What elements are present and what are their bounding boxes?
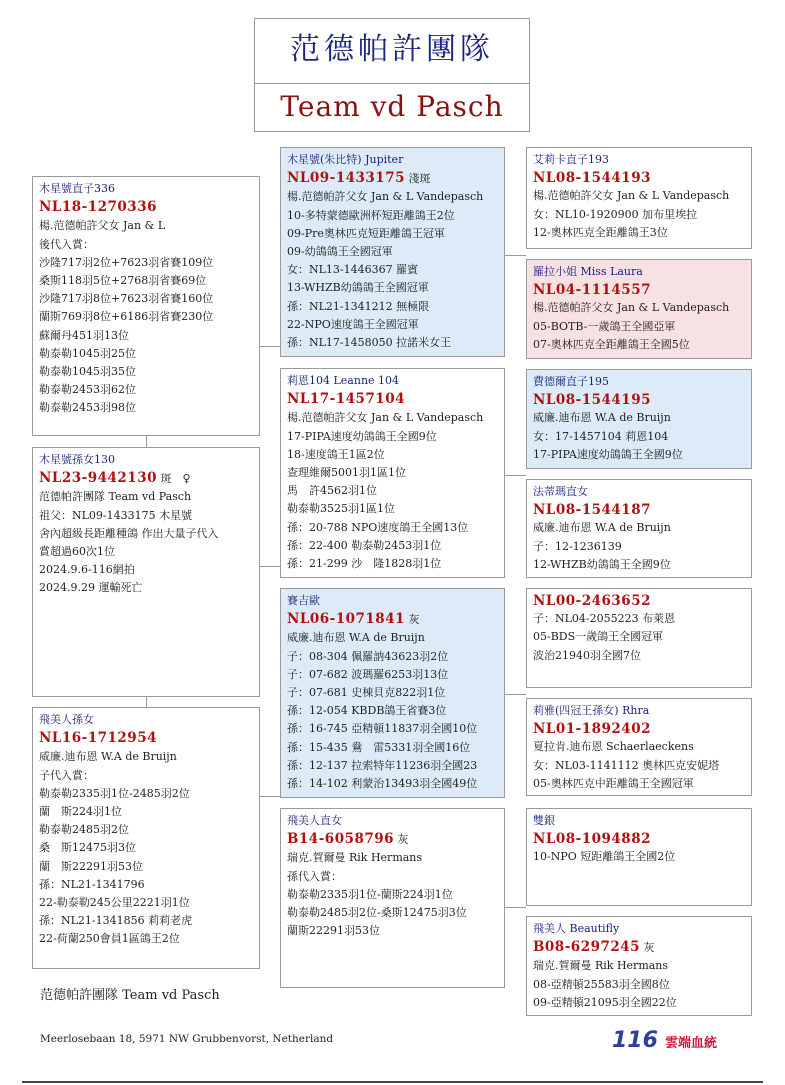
- detail-line: 馬 許4562羽1位: [287, 484, 377, 498]
- detail-line: 05-BOTB-一歲鴿王全國亞軍: [533, 319, 676, 333]
- title-box: [254, 18, 530, 132]
- title-chinese: 范德帕許團隊: [255, 19, 529, 84]
- detail-line: 蘭 斯22291羽53位: [39, 859, 143, 873]
- detail-line: 威廉.迪布恩 W.A de Bruijn: [287, 631, 425, 645]
- detail-line: 孫：NL17-1458050 拉諾米女王: [287, 336, 452, 350]
- pigeon-name: 莉雅(四冠王孫女) Rhra: [533, 704, 650, 717]
- detail-line: 2024.9.6-116網拍: [39, 563, 135, 577]
- ring-number: NL08-1544187: [533, 502, 651, 519]
- detail-line: 17-PIPA速度幼鴿鴿王全國9位: [287, 429, 437, 443]
- detail-line: 孫：NL21-1341856 莉莉老虎: [39, 914, 193, 928]
- connector-line: [505, 907, 526, 908]
- pigeon-name: 飛美人孫女: [39, 713, 94, 726]
- pedigree-box-dam-dam: [32, 707, 260, 969]
- pigeon-name: 莉恩104 Leanne 104: [287, 374, 400, 387]
- connector-line: [505, 694, 526, 695]
- detail-line: 子：08-304 佩羅訥43623羽2位: [287, 649, 449, 663]
- detail-line: 13-WHZB幼鴿鴿王全國冠軍: [287, 281, 429, 295]
- pedigree-box-sss: [526, 147, 752, 249]
- detail-line: 孫：14-102 利蒙治13493羽全國49位: [287, 777, 478, 791]
- bottom-rule: [22, 1081, 763, 1083]
- detail-line: 05-BDS一歲鴿王全國冠軍: [533, 630, 664, 644]
- ring-number: NL01-1892402: [533, 721, 651, 738]
- detail-line: 17-PIPA速度幼鴿鴿王全國9位: [533, 447, 683, 461]
- detail-line: 10-多特蒙德歐洲杯短距離鴿王2位: [287, 208, 455, 222]
- detail-line: 楊.范德帕許父女 Jan & L Vandepasch: [533, 189, 730, 203]
- detail-line: 2024.9.29 運輸死亡: [39, 581, 143, 595]
- detail-line: 勒泰勒2453羽62位: [39, 383, 136, 397]
- detail-line: 子：12-1236139: [533, 539, 622, 553]
- pedigree-box-dsd: [526, 698, 752, 796]
- pigeon-name: 賽吉歐: [287, 594, 320, 607]
- detail-line: 蘇爾丹451羽13位: [39, 328, 129, 342]
- detail-line: 10-NPO 短距離鴿王全國2位: [533, 850, 676, 864]
- ring-number: NL08-1094882: [533, 831, 651, 848]
- detail-line: 孫：16-745 亞精頓11837羽全國10位: [287, 722, 478, 736]
- ring-number: NL06-1071841 灰: [287, 611, 420, 628]
- detail-line: 威廉.迪布恩 W.A de Bruijn: [533, 411, 671, 425]
- ring-number: NL09-1433175 淺斑: [287, 170, 431, 187]
- pedigree-box-sire-dam: [280, 368, 505, 578]
- connector-line: [260, 796, 280, 797]
- pedigree-box-dam-dam-2: [280, 808, 505, 988]
- ring-number: NL04-1114557: [533, 282, 651, 299]
- connector-line: [260, 346, 280, 347]
- pigeon-name: 飛美人 Beautifly: [533, 922, 620, 935]
- pedigree-box-dds: [526, 808, 752, 906]
- detail-line: 22-荷蘭250會員1區鴿王2位: [39, 932, 180, 946]
- detail-line: 女：NL13-1446367 羅賓: [287, 263, 419, 277]
- detail-line: 09-亞精頓21095羽全國22位: [533, 995, 677, 1009]
- detail-line: 07-奧林匹克全距離鴿王全國5位: [533, 337, 690, 351]
- detail-line: 波治21940羽全國7位: [533, 648, 641, 662]
- detail-line: 勒泰勒1045羽25位: [39, 346, 136, 360]
- pedigree-box-sdd: [526, 479, 752, 578]
- detail-line: 舍內超級長距離種鴿 作出大量子代入: [39, 526, 219, 540]
- logo-text: 雲端血統: [665, 1036, 718, 1051]
- detail-line: 瑞克.賀爾曼 Rik Hermans: [533, 959, 669, 973]
- detail-line: 孫：NL21-1341796: [39, 877, 145, 891]
- pedigree-box-dam: [32, 447, 260, 697]
- detail-line: 桑 斯12475羽3位: [39, 841, 136, 855]
- pigeon-name: 木星號直子336: [39, 182, 115, 195]
- detail-line: 子代入賞：: [39, 768, 94, 782]
- detail-line: 威廉.迪布恩 W.A de Bruijn: [39, 750, 177, 764]
- detail-line: 女：NL03-1141112 奧林匹克安妮塔: [533, 758, 720, 772]
- footer-address: Meerlosebaan 18, 5971 NW Grubbenvorst, Netherland: [40, 1033, 334, 1045]
- detail-line: 09-幼鴿鴿王全國冠軍: [287, 245, 393, 259]
- pedigree-box-ssd: [526, 259, 752, 359]
- pedigree-box-sds: [526, 369, 752, 469]
- detail-line: 范德帕許團隊 Team vd Pasch: [39, 490, 192, 504]
- detail-line: 孫：20-788 NPO速度鴿王全國13位: [287, 520, 469, 534]
- ring-number: NL16-1712954: [39, 730, 157, 747]
- detail-line: 孫：12-137 拉索特年11236羽全國23: [287, 758, 478, 772]
- detail-line: 12-奧林匹克全距離鴿王3位: [533, 225, 668, 239]
- detail-line: 沙隆717羽8位+7623羽省賽160位: [39, 292, 214, 306]
- connector-line: [260, 566, 280, 567]
- detail-line: 勒泰勒3525羽1區1位: [287, 502, 395, 516]
- detail-line: 05-奧林匹克中距離鴿王全國冠軍: [533, 776, 694, 790]
- detail-line: 夏拉肯.迪布恩 Schaerlaeckens: [533, 740, 694, 754]
- detail-line: 孫：NL21-1341212 無極限: [287, 299, 430, 313]
- detail-line: 孫：12-054 KBDB鴿王省賽3位: [287, 704, 447, 718]
- detail-line: 瑞克.賀爾曼 Rik Hermans: [287, 851, 423, 865]
- detail-line: 威廉.迪布恩 W.A de Bruijn: [533, 521, 671, 535]
- pigeon-name: 費德爾直子195: [533, 375, 609, 388]
- detail-line: 楊.范德帕許父女 Jan & L: [39, 219, 166, 233]
- detail-line: 女：NL10-1920900 加布里埃拉: [533, 207, 698, 221]
- detail-line: 孫：22-400 勒泰勒2453羽1位: [287, 538, 442, 552]
- detail-line: 子：07-682 波瑪羅6253羽13位: [287, 667, 449, 681]
- detail-line: 子：07-681 史棟貝克822羽1位: [287, 686, 446, 700]
- pigeon-name: 飛美人直女: [287, 814, 342, 827]
- detail-line: 楊.范德帕許父女 Jan & L Vandepasch: [287, 411, 484, 425]
- detail-line: 08-亞精頓25583羽全國8位: [533, 977, 670, 991]
- connector-line: [505, 475, 526, 476]
- detail-line: 勒泰勒1045羽35位: [39, 365, 136, 379]
- ring-number: NL08-1544193: [533, 170, 651, 187]
- detail-line: 沙隆717羽2位+7623羽省賽109位: [39, 255, 214, 269]
- ring-number: NL23-9442130 斑 ♀: [39, 470, 191, 487]
- detail-line: 09-Pre奧林匹克短距離鴿王冠軍: [287, 226, 445, 240]
- detail-line: 孫：21-299 沙 隆1828羽1位: [287, 557, 442, 571]
- connector-line: [505, 255, 526, 256]
- detail-line: 蘭斯769羽8位+6186羽省賽230位: [39, 310, 214, 324]
- detail-line: 勒泰勒2335羽1位-蘭斯224羽1位: [287, 887, 453, 901]
- detail-line: 孫：15-435 鴦 雷5331羽全國16位: [287, 740, 471, 754]
- detail-line: 22-勒泰勒245公里2221羽1位: [39, 896, 190, 910]
- pigeon-name: 艾莉卡直子193: [533, 153, 609, 166]
- detail-line: 祖父：NL09-1433175 木星號: [39, 508, 193, 522]
- title-english: Team vd Pasch: [280, 90, 504, 123]
- detail-line: 後代入賞：: [39, 237, 94, 251]
- pigeon-name: 木星號(朱比特) Jupiter: [287, 153, 404, 166]
- ring-number: B08-6297245 灰: [533, 939, 655, 956]
- detail-line: 桑斯118羽5位+2768羽省賽69位: [39, 274, 207, 288]
- ring-number: NL08-1544195: [533, 392, 651, 409]
- pigeon-name: 雙銀: [533, 814, 555, 827]
- detail-line: 勒泰勒2335羽1位-2485羽2位: [39, 786, 190, 800]
- ring-number: NL18-1270336: [39, 199, 157, 216]
- ring-number: B14-6058796 灰: [287, 831, 409, 848]
- pigeon-name: 羅拉小姐 Miss Laura: [533, 265, 643, 278]
- detail-line: 18-速度鴿王1區2位: [287, 447, 385, 461]
- brand-logo: [612, 1028, 717, 1053]
- detail-line: 22-NPO速度鴿王全國冠軍: [287, 317, 419, 331]
- detail-line: 賞超過60次1位: [39, 545, 115, 559]
- logo-number: 116: [612, 1028, 658, 1053]
- pedigree-box-dam-sire: [280, 588, 505, 798]
- ring-number: NL00-2463652: [533, 593, 651, 609]
- pedigree-box-sire: [32, 176, 260, 436]
- detail-line: 12-WHZB幼鴿鴿王全國9位: [533, 557, 671, 571]
- detail-line: 楊.范德帕許父女 Jan & L Vandepasch: [533, 301, 730, 315]
- detail-line: 勒泰勒2453羽98位: [39, 401, 136, 415]
- pedigree-box-ddd: [526, 916, 752, 1016]
- detail-line: 查理維爾5001羽1區1位: [287, 466, 406, 480]
- detail-line: 蘭斯22291羽53位: [287, 924, 380, 938]
- detail-line: 孫代入賞：: [287, 869, 342, 883]
- ring-number: NL17-1457104: [287, 391, 405, 408]
- detail-line: 勒泰勒2485羽2位: [39, 823, 129, 837]
- pigeon-name: 法蒂瑪直女: [533, 485, 588, 498]
- detail-line: 楊.范德帕許父女 Jan & L Vandepasch: [287, 190, 484, 204]
- pedigree-box-sire-sire: [280, 147, 505, 357]
- pedigree-box-dss: [526, 588, 752, 688]
- detail-line: 蘭 斯224羽1位: [39, 805, 122, 819]
- detail-line: 勒泰勒2485羽2位-桑斯12475羽3位: [287, 906, 467, 920]
- footer-team-name: 范德帕許團隊 Team vd Pasch: [40, 988, 220, 1003]
- detail-line: 子：NL04-2055223 布萊恩: [533, 612, 676, 626]
- detail-line: 女：17-1457104 莉恩104: [533, 429, 669, 443]
- pigeon-name: 木星號孫女130: [39, 453, 115, 466]
